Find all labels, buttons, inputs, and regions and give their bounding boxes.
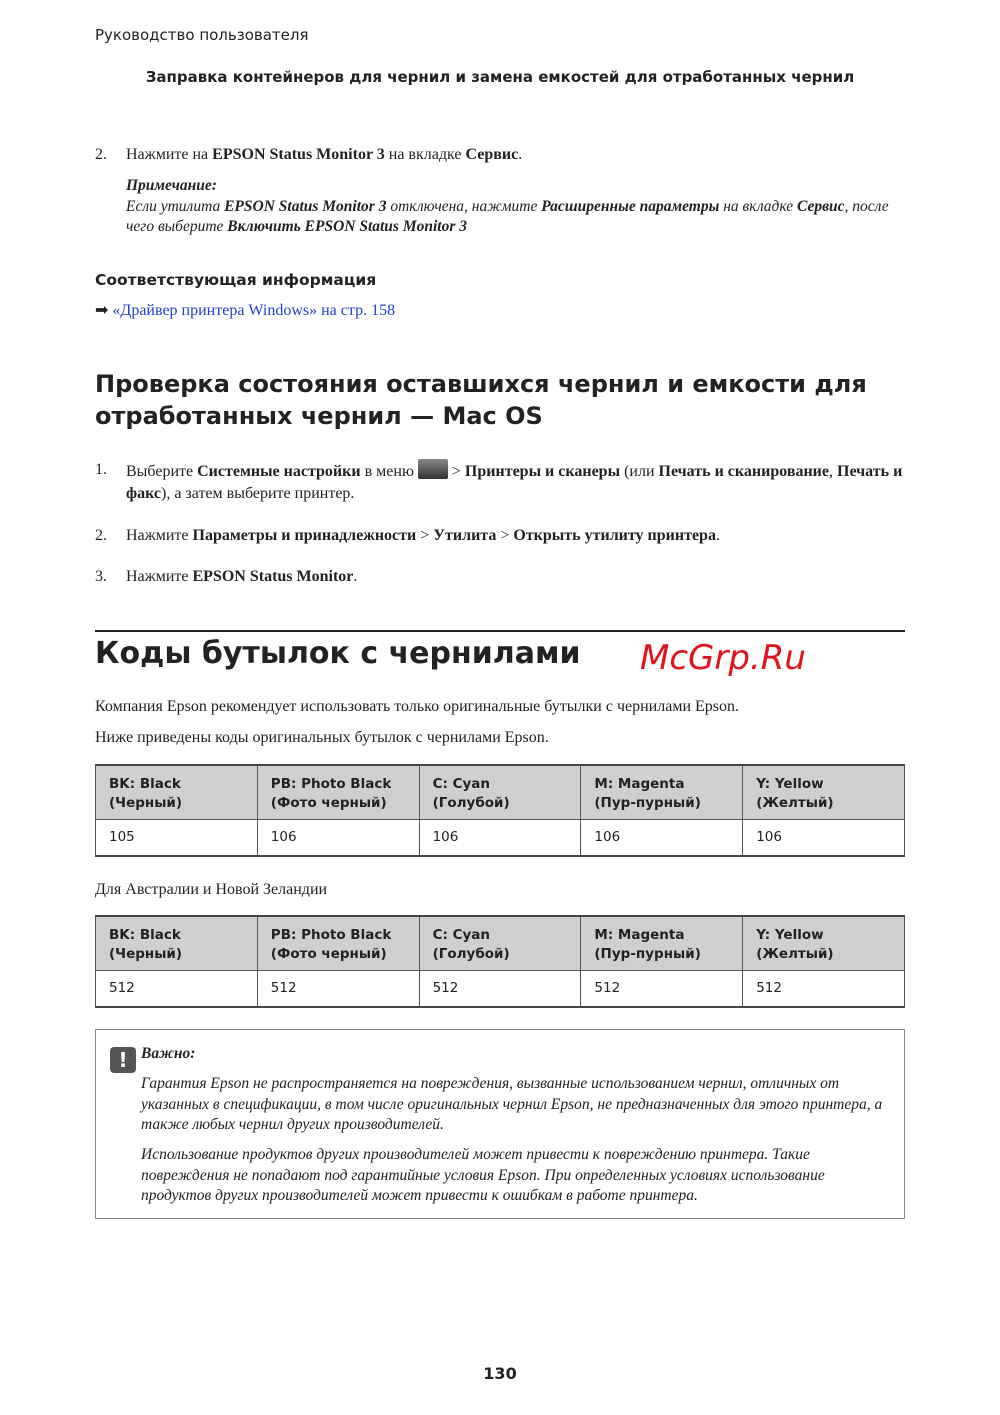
text: ), а затем выберите принтер. [161,485,355,502]
text: > [496,527,514,544]
column-header: M: Magenta (Пур-пурный) [581,916,743,971]
table-cell: 512 [257,971,419,1007]
region-label: Для Австралии и Новой Зеландии [95,881,328,898]
arrow-right-icon: ➡ [95,302,109,319]
watermark: McGrp.Ru [640,638,806,678]
column-header: BK: Black (Черный) [96,765,258,820]
related-link-row [95,300,395,321]
text: Если утилита [126,197,225,215]
text: Открыть утилиту принтера [513,527,716,544]
text: в меню [360,463,418,480]
table-cell: 106 [743,820,905,856]
ink-codes-table [95,764,905,857]
table-cell: 106 [581,820,743,856]
text: на вкладке [719,197,797,215]
table-cell: 512 [419,971,581,1007]
text: Сервис [797,197,845,215]
exclamation-icon: ! [110,1047,136,1073]
text: Утилита [433,527,497,544]
text: . [715,527,720,544]
header-title: Руководство пользователя [95,26,309,44]
text: . [518,146,523,163]
note-title: Примечание: [126,177,217,194]
header-subtitle: Заправка контейнеров для чернил и замена емкостей для отработанных чернил [145,68,855,86]
section-divider [95,630,905,632]
column-header: BK: Black (Черный) [96,916,258,971]
table-cell: 512 [581,971,743,1007]
related-link[interactable]: «Драйвер принтера Windows» на стр. 158 [112,302,396,319]
column-header: Y: Yellow (Желтый) [743,916,905,971]
mac-step-3 [95,566,905,587]
text: Нажмите [126,568,193,585]
windows-step-2 [95,144,905,165]
table-cell: 105 [96,820,258,856]
ink-codes-table-au-nz [95,915,905,1008]
text: (или [620,463,659,480]
text: Печать и факс [126,463,903,502]
text: Выберите [126,463,198,480]
text: > [416,527,434,544]
text: Включить EPSON Status Monitor 3 [227,218,468,235]
text: отключена, нажмите [386,197,542,215]
mac-step-1 [95,459,905,505]
text: , [844,197,849,215]
column-header: PB: Photo Black (Фото черный) [257,916,419,971]
related-info-title: Соответствующая информация [95,271,377,289]
table-cell: 512 [96,971,258,1007]
important-paragraph-1: Гарантия Epson не распространяется на повреждения, вызванные использованием чернил, отличных от указанных в спецификации, в том числе оригинальных чернил Epson, не предназначенных для этого принтера, а также любых чернил других производителей. [141,1075,883,1133]
title-line: отработанных чернил — Mac OS [95,402,543,430]
column-header: PB: Photo Black (Фото черный) [257,765,419,820]
text: . [353,568,358,585]
mac-step-2 [95,525,905,546]
column-header: M: Magenta (Пур-пурный) [581,765,743,820]
important-paragraph-2: Использование продуктов других производителей может привести к повреждению принтера. Такие повреждения не попадают под гарантийные условия Epson. При определенных условиях использование продуктов других производителей может привести к ошибкам в работе принтера. [141,1146,825,1204]
table-cell: 106 [257,820,419,856]
mac-section-title [95,368,867,432]
page-number: 130 [483,1364,517,1383]
table-header-row [96,765,905,820]
table-header-row [96,916,905,971]
title-line: Проверка состояния оставшихся чернил и емкости для [95,370,867,398]
text: Печать и сканирование [658,463,829,480]
column-header: C: Cyan (Голубой) [419,765,581,820]
important-title: Важно: [141,1045,196,1062]
important-box [95,1029,905,1219]
text: EPSON Status Monitor [192,568,354,585]
note [126,176,906,238]
text: EPSON Status Monitor 3 [212,146,385,163]
step-number: 3. [95,568,107,585]
text: Системные настройки [197,463,361,480]
text: Параметры и принадлежности [192,527,417,544]
step-number: 1. [95,461,107,478]
text: > [447,463,465,480]
table-cell: 512 [743,971,905,1007]
text: Расширенные параметры [541,197,720,215]
text: Сервис [465,146,519,163]
table-cell: 106 [419,820,581,856]
codes-paragraph-1: Компания Epson рекомендует использовать только оригинальные бутылки с чернилами Epson. [95,698,739,715]
column-header: C: Cyan (Голубой) [419,916,581,971]
text: Нажмите на [126,146,213,163]
column-header: Y: Yellow (Желтый) [743,765,905,820]
codes-section-title: Коды бутылок с чернилами [95,636,581,671]
text: , [829,463,833,480]
table-row [96,971,905,1007]
apple-menu-icon [418,459,448,479]
mac-steps [95,459,905,607]
codes-paragraph-2: Ниже приведены коды оригинальных бутылок с чернилами Epson. [95,729,549,746]
step-number: 2. [95,527,107,544]
text: EPSON Status Monitor 3 [224,197,387,215]
table-row [96,820,905,856]
text: Нажмите [126,527,193,544]
text: Принтеры и сканеры [464,463,621,480]
text: после чего выберите [126,197,889,235]
step-number: 2. [95,146,107,163]
text: на вкладке [384,146,466,163]
